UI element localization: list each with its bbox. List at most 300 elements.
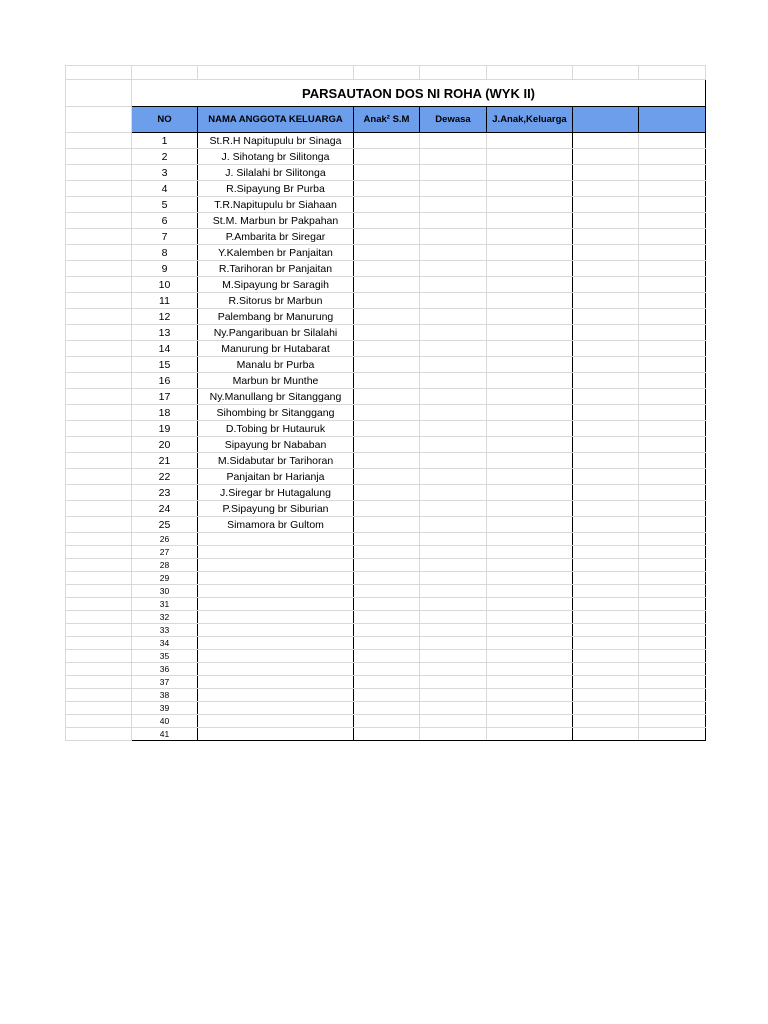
member-name-cell[interactable] xyxy=(198,624,354,637)
value-cell[interactable] xyxy=(487,165,573,181)
value-cell[interactable] xyxy=(639,437,706,453)
member-name-cell[interactable]: M.Sipayung br Saragih xyxy=(198,277,354,293)
cell[interactable] xyxy=(66,611,132,624)
row-number-cell[interactable]: 8 xyxy=(132,245,198,261)
value-cell[interactable] xyxy=(420,373,487,389)
cell[interactable] xyxy=(66,213,132,229)
value-cell[interactable] xyxy=(487,325,573,341)
value-cell[interactable] xyxy=(573,663,639,676)
row-number-cell[interactable]: 31 xyxy=(132,598,198,611)
cell[interactable] xyxy=(66,66,132,80)
value-cell[interactable] xyxy=(573,676,639,689)
cell[interactable] xyxy=(66,261,132,277)
member-name-cell[interactable]: J. Sihotang br Silitonga xyxy=(198,149,354,165)
value-cell[interactable] xyxy=(639,598,706,611)
value-cell[interactable] xyxy=(354,197,420,213)
row-number-cell[interactable]: 21 xyxy=(132,453,198,469)
value-cell[interactable] xyxy=(420,546,487,559)
value-cell[interactable] xyxy=(420,485,487,501)
value-cell[interactable] xyxy=(420,624,487,637)
member-name-cell[interactable] xyxy=(198,663,354,676)
cell[interactable] xyxy=(66,676,132,689)
member-name-cell[interactable]: Simamora br Gultom xyxy=(198,517,354,533)
cell[interactable] xyxy=(66,277,132,293)
value-cell[interactable] xyxy=(354,624,420,637)
row-number-cell[interactable]: 38 xyxy=(132,689,198,702)
cell[interactable] xyxy=(66,663,132,676)
value-cell[interactable] xyxy=(573,293,639,309)
row-number-cell[interactable]: 20 xyxy=(132,437,198,453)
value-cell[interactable] xyxy=(573,213,639,229)
row-number-cell[interactable]: 11 xyxy=(132,293,198,309)
value-cell[interactable] xyxy=(420,501,487,517)
cell[interactable] xyxy=(66,229,132,245)
member-name-cell[interactable]: Manurung br Hutabarat xyxy=(198,341,354,357)
cell[interactable] xyxy=(420,66,487,80)
value-cell[interactable] xyxy=(420,277,487,293)
row-number-cell[interactable]: 36 xyxy=(132,663,198,676)
cell[interactable] xyxy=(573,66,639,80)
member-name-cell[interactable] xyxy=(198,689,354,702)
value-cell[interactable] xyxy=(420,533,487,546)
member-name-cell[interactable] xyxy=(198,702,354,715)
value-cell[interactable] xyxy=(354,453,420,469)
member-name-cell[interactable]: Manalu br Purba xyxy=(198,357,354,373)
value-cell[interactable] xyxy=(639,421,706,437)
value-cell[interactable] xyxy=(639,181,706,197)
member-name-cell[interactable]: Sihombing br Sitanggang xyxy=(198,405,354,421)
value-cell[interactable] xyxy=(639,715,706,728)
value-cell[interactable] xyxy=(573,197,639,213)
value-cell[interactable] xyxy=(354,517,420,533)
value-cell[interactable] xyxy=(487,133,573,149)
value-cell[interactable] xyxy=(573,559,639,572)
row-number-cell[interactable]: 17 xyxy=(132,389,198,405)
value-cell[interactable] xyxy=(487,229,573,245)
value-cell[interactable] xyxy=(487,197,573,213)
value-cell[interactable] xyxy=(487,624,573,637)
value-cell[interactable] xyxy=(487,676,573,689)
value-cell[interactable] xyxy=(487,213,573,229)
member-name-cell[interactable]: Palembang br Manurung xyxy=(198,309,354,325)
member-name-cell[interactable]: Sipayung br Nababan xyxy=(198,437,354,453)
row-number-cell[interactable]: 2 xyxy=(132,149,198,165)
value-cell[interactable] xyxy=(420,133,487,149)
cell[interactable] xyxy=(66,585,132,598)
value-cell[interactable] xyxy=(420,453,487,469)
cell[interactable] xyxy=(66,517,132,533)
value-cell[interactable] xyxy=(573,546,639,559)
value-cell[interactable] xyxy=(573,165,639,181)
row-number-cell[interactable]: 28 xyxy=(132,559,198,572)
value-cell[interactable] xyxy=(420,197,487,213)
value-cell[interactable] xyxy=(639,533,706,546)
row-number-cell[interactable]: 39 xyxy=(132,702,198,715)
value-cell[interactable] xyxy=(354,357,420,373)
value-cell[interactable] xyxy=(487,437,573,453)
value-cell[interactable] xyxy=(639,689,706,702)
value-cell[interactable] xyxy=(573,373,639,389)
value-cell[interactable] xyxy=(487,357,573,373)
value-cell[interactable] xyxy=(487,611,573,624)
value-cell[interactable] xyxy=(487,585,573,598)
value-cell[interactable] xyxy=(354,261,420,277)
value-cell[interactable] xyxy=(354,598,420,611)
value-cell[interactable] xyxy=(573,650,639,663)
cell[interactable] xyxy=(639,66,706,80)
value-cell[interactable] xyxy=(420,728,487,741)
member-name-cell[interactable]: J.Siregar br Hutagalung xyxy=(198,485,354,501)
member-name-cell[interactable] xyxy=(198,650,354,663)
row-number-cell[interactable]: 14 xyxy=(132,341,198,357)
value-cell[interactable] xyxy=(639,546,706,559)
row-number-cell[interactable]: 32 xyxy=(132,611,198,624)
value-cell[interactable] xyxy=(487,637,573,650)
value-cell[interactable] xyxy=(573,277,639,293)
value-cell[interactable] xyxy=(573,309,639,325)
row-number-cell[interactable]: 1 xyxy=(132,133,198,149)
value-cell[interactable] xyxy=(487,245,573,261)
value-cell[interactable] xyxy=(487,261,573,277)
value-cell[interactable] xyxy=(639,261,706,277)
header-dewasa[interactable]: Dewasa xyxy=(420,107,487,133)
value-cell[interactable] xyxy=(420,663,487,676)
value-cell[interactable] xyxy=(639,357,706,373)
value-cell[interactable] xyxy=(573,485,639,501)
value-cell[interactable] xyxy=(639,245,706,261)
cell[interactable] xyxy=(66,325,132,341)
value-cell[interactable] xyxy=(354,309,420,325)
cell[interactable] xyxy=(354,66,420,80)
member-name-cell[interactable] xyxy=(198,585,354,598)
value-cell[interactable] xyxy=(354,277,420,293)
value-cell[interactable] xyxy=(354,501,420,517)
value-cell[interactable] xyxy=(420,181,487,197)
value-cell[interactable] xyxy=(487,559,573,572)
row-number-cell[interactable]: 15 xyxy=(132,357,198,373)
member-name-cell[interactable]: Panjaitan br Harianja xyxy=(198,469,354,485)
cell[interactable] xyxy=(66,245,132,261)
value-cell[interactable] xyxy=(354,546,420,559)
value-cell[interactable] xyxy=(573,133,639,149)
member-name-cell[interactable] xyxy=(198,546,354,559)
member-name-cell[interactable]: Ny.Manullang br Sitanggang xyxy=(198,389,354,405)
value-cell[interactable] xyxy=(487,469,573,485)
member-name-cell[interactable]: Marbun br Munthe xyxy=(198,373,354,389)
row-number-cell[interactable]: 9 xyxy=(132,261,198,277)
value-cell[interactable] xyxy=(354,469,420,485)
value-cell[interactable] xyxy=(639,405,706,421)
member-name-cell[interactable]: St.R.H Napitupulu br Sinaga xyxy=(198,133,354,149)
row-number-cell[interactable]: 18 xyxy=(132,405,198,421)
value-cell[interactable] xyxy=(354,181,420,197)
value-cell[interactable] xyxy=(639,133,706,149)
value-cell[interactable] xyxy=(639,585,706,598)
value-cell[interactable] xyxy=(573,585,639,598)
cell[interactable] xyxy=(66,637,132,650)
value-cell[interactable] xyxy=(487,341,573,357)
value-cell[interactable] xyxy=(573,437,639,453)
value-cell[interactable] xyxy=(573,149,639,165)
cell[interactable] xyxy=(66,598,132,611)
value-cell[interactable] xyxy=(420,389,487,405)
value-cell[interactable] xyxy=(487,546,573,559)
value-cell[interactable] xyxy=(354,611,420,624)
value-cell[interactable] xyxy=(420,650,487,663)
member-name-cell[interactable]: St.M. Marbun br Pakpahan xyxy=(198,213,354,229)
value-cell[interactable] xyxy=(420,598,487,611)
cell[interactable] xyxy=(66,421,132,437)
value-cell[interactable] xyxy=(639,702,706,715)
row-number-cell[interactable]: 25 xyxy=(132,517,198,533)
cell[interactable] xyxy=(66,533,132,546)
member-name-cell[interactable]: Ny.Pangaribuan br Silalahi xyxy=(198,325,354,341)
value-cell[interactable] xyxy=(420,469,487,485)
cell[interactable] xyxy=(66,559,132,572)
cell[interactable] xyxy=(66,485,132,501)
value-cell[interactable] xyxy=(639,149,706,165)
cell[interactable] xyxy=(198,66,354,80)
row-number-cell[interactable]: 30 xyxy=(132,585,198,598)
value-cell[interactable] xyxy=(487,533,573,546)
value-cell[interactable] xyxy=(639,572,706,585)
cell[interactable] xyxy=(66,650,132,663)
value-cell[interactable] xyxy=(487,421,573,437)
value-cell[interactable] xyxy=(487,650,573,663)
value-cell[interactable] xyxy=(487,485,573,501)
cell[interactable] xyxy=(66,715,132,728)
value-cell[interactable] xyxy=(573,637,639,650)
sheet-title[interactable]: PARSAUTAON DOS NI ROHA (WYK II) xyxy=(132,80,706,107)
value-cell[interactable] xyxy=(354,165,420,181)
cell[interactable] xyxy=(66,357,132,373)
value-cell[interactable] xyxy=(639,637,706,650)
value-cell[interactable] xyxy=(420,676,487,689)
member-name-cell[interactable] xyxy=(198,559,354,572)
value-cell[interactable] xyxy=(639,559,706,572)
header-anak[interactable]: Anak² S.M xyxy=(354,107,420,133)
value-cell[interactable] xyxy=(354,676,420,689)
value-cell[interactable] xyxy=(573,501,639,517)
cell[interactable] xyxy=(66,437,132,453)
cell[interactable] xyxy=(66,572,132,585)
row-number-cell[interactable]: 35 xyxy=(132,650,198,663)
value-cell[interactable] xyxy=(487,373,573,389)
cell[interactable] xyxy=(66,702,132,715)
value-cell[interactable] xyxy=(354,650,420,663)
value-cell[interactable] xyxy=(573,689,639,702)
value-cell[interactable] xyxy=(354,213,420,229)
value-cell[interactable] xyxy=(639,485,706,501)
member-name-cell[interactable] xyxy=(198,598,354,611)
value-cell[interactable] xyxy=(420,437,487,453)
value-cell[interactable] xyxy=(639,611,706,624)
value-cell[interactable] xyxy=(487,517,573,533)
value-cell[interactable] xyxy=(354,293,420,309)
member-name-cell[interactable] xyxy=(198,728,354,741)
row-number-cell[interactable]: 19 xyxy=(132,421,198,437)
value-cell[interactable] xyxy=(420,165,487,181)
value-cell[interactable] xyxy=(487,663,573,676)
value-cell[interactable] xyxy=(354,533,420,546)
value-cell[interactable] xyxy=(354,133,420,149)
value-cell[interactable] xyxy=(420,293,487,309)
value-cell[interactable] xyxy=(573,405,639,421)
value-cell[interactable] xyxy=(420,341,487,357)
value-cell[interactable] xyxy=(487,702,573,715)
row-number-cell[interactable]: 33 xyxy=(132,624,198,637)
cell[interactable] xyxy=(66,181,132,197)
row-number-cell[interactable]: 12 xyxy=(132,309,198,325)
value-cell[interactable] xyxy=(420,611,487,624)
value-cell[interactable] xyxy=(354,559,420,572)
cell[interactable] xyxy=(66,453,132,469)
value-cell[interactable] xyxy=(354,485,420,501)
value-cell[interactable] xyxy=(487,149,573,165)
value-cell[interactable] xyxy=(487,501,573,517)
value-cell[interactable] xyxy=(354,149,420,165)
cell[interactable] xyxy=(66,80,132,107)
value-cell[interactable] xyxy=(420,309,487,325)
value-cell[interactable] xyxy=(573,572,639,585)
value-cell[interactable] xyxy=(573,245,639,261)
value-cell[interactable] xyxy=(639,309,706,325)
value-cell[interactable] xyxy=(420,149,487,165)
member-name-cell[interactable]: J. Silalahi br Silitonga xyxy=(198,165,354,181)
cell[interactable] xyxy=(66,293,132,309)
value-cell[interactable] xyxy=(420,325,487,341)
value-cell[interactable] xyxy=(573,325,639,341)
value-cell[interactable] xyxy=(573,533,639,546)
value-cell[interactable] xyxy=(639,676,706,689)
member-name-cell[interactable] xyxy=(198,676,354,689)
value-cell[interactable] xyxy=(487,277,573,293)
row-number-cell[interactable]: 37 xyxy=(132,676,198,689)
value-cell[interactable] xyxy=(354,702,420,715)
row-number-cell[interactable]: 4 xyxy=(132,181,198,197)
row-number-cell[interactable]: 34 xyxy=(132,637,198,650)
row-number-cell[interactable]: 26 xyxy=(132,533,198,546)
row-number-cell[interactable]: 6 xyxy=(132,213,198,229)
cell[interactable] xyxy=(66,728,132,741)
row-number-cell[interactable]: 7 xyxy=(132,229,198,245)
row-number-cell[interactable]: 22 xyxy=(132,469,198,485)
value-cell[interactable] xyxy=(639,213,706,229)
value-cell[interactable] xyxy=(354,389,420,405)
value-cell[interactable] xyxy=(639,389,706,405)
member-name-cell[interactable] xyxy=(198,572,354,585)
value-cell[interactable] xyxy=(354,663,420,676)
value-cell[interactable] xyxy=(639,624,706,637)
value-cell[interactable] xyxy=(420,702,487,715)
row-number-cell[interactable]: 3 xyxy=(132,165,198,181)
header-blank[interactable] xyxy=(639,107,706,133)
value-cell[interactable] xyxy=(639,728,706,741)
value-cell[interactable] xyxy=(573,453,639,469)
value-cell[interactable] xyxy=(354,437,420,453)
value-cell[interactable] xyxy=(487,715,573,728)
cell[interactable] xyxy=(66,165,132,181)
value-cell[interactable] xyxy=(420,572,487,585)
value-cell[interactable] xyxy=(639,650,706,663)
cell[interactable] xyxy=(66,469,132,485)
value-cell[interactable] xyxy=(420,715,487,728)
value-cell[interactable] xyxy=(420,229,487,245)
value-cell[interactable] xyxy=(354,341,420,357)
value-cell[interactable] xyxy=(420,261,487,277)
value-cell[interactable] xyxy=(487,389,573,405)
value-cell[interactable] xyxy=(420,517,487,533)
value-cell[interactable] xyxy=(487,293,573,309)
member-name-cell[interactable] xyxy=(198,533,354,546)
member-name-cell[interactable]: P.Sipayung br Siburian xyxy=(198,501,354,517)
value-cell[interactable] xyxy=(420,559,487,572)
member-name-cell[interactable] xyxy=(198,715,354,728)
value-cell[interactable] xyxy=(639,453,706,469)
header-blank[interactable] xyxy=(573,107,639,133)
value-cell[interactable] xyxy=(487,689,573,702)
value-cell[interactable] xyxy=(573,517,639,533)
value-cell[interactable] xyxy=(639,197,706,213)
value-cell[interactable] xyxy=(487,405,573,421)
member-name-cell[interactable]: T.R.Napitupulu br Siahaan xyxy=(198,197,354,213)
value-cell[interactable] xyxy=(573,728,639,741)
value-cell[interactable] xyxy=(487,453,573,469)
value-cell[interactable] xyxy=(573,624,639,637)
cell[interactable] xyxy=(66,405,132,421)
row-number-cell[interactable]: 27 xyxy=(132,546,198,559)
value-cell[interactable] xyxy=(573,229,639,245)
value-cell[interactable] xyxy=(354,585,420,598)
cell[interactable] xyxy=(132,66,198,80)
value-cell[interactable] xyxy=(573,261,639,277)
row-number-cell[interactable]: 10 xyxy=(132,277,198,293)
value-cell[interactable] xyxy=(573,611,639,624)
cell[interactable] xyxy=(66,309,132,325)
member-name-cell[interactable]: P.Ambarita br Siregar xyxy=(198,229,354,245)
value-cell[interactable] xyxy=(573,702,639,715)
value-cell[interactable] xyxy=(573,357,639,373)
value-cell[interactable] xyxy=(639,293,706,309)
value-cell[interactable] xyxy=(573,421,639,437)
value-cell[interactable] xyxy=(639,469,706,485)
value-cell[interactable] xyxy=(487,598,573,611)
row-number-cell[interactable]: 40 xyxy=(132,715,198,728)
value-cell[interactable] xyxy=(420,585,487,598)
header-janak-keluarga[interactable]: J.Anak,Keluarga xyxy=(487,107,573,133)
cell[interactable] xyxy=(66,133,132,149)
value-cell[interactable] xyxy=(420,357,487,373)
value-cell[interactable] xyxy=(420,637,487,650)
value-cell[interactable] xyxy=(573,715,639,728)
value-cell[interactable] xyxy=(573,389,639,405)
value-cell[interactable] xyxy=(354,245,420,261)
value-cell[interactable] xyxy=(639,501,706,517)
value-cell[interactable] xyxy=(487,572,573,585)
row-number-cell[interactable]: 24 xyxy=(132,501,198,517)
cell[interactable] xyxy=(66,501,132,517)
value-cell[interactable] xyxy=(420,689,487,702)
value-cell[interactable] xyxy=(487,181,573,197)
cell[interactable] xyxy=(66,546,132,559)
row-number-cell[interactable]: 41 xyxy=(132,728,198,741)
value-cell[interactable] xyxy=(354,421,420,437)
member-name-cell[interactable]: Y.Kalemben br Panjaitan xyxy=(198,245,354,261)
value-cell[interactable] xyxy=(639,373,706,389)
member-name-cell[interactable]: R.Tarihoran br Panjaitan xyxy=(198,261,354,277)
member-name-cell[interactable] xyxy=(198,611,354,624)
header-name[interactable]: NAMA ANGGOTA KELUARGA xyxy=(198,107,354,133)
